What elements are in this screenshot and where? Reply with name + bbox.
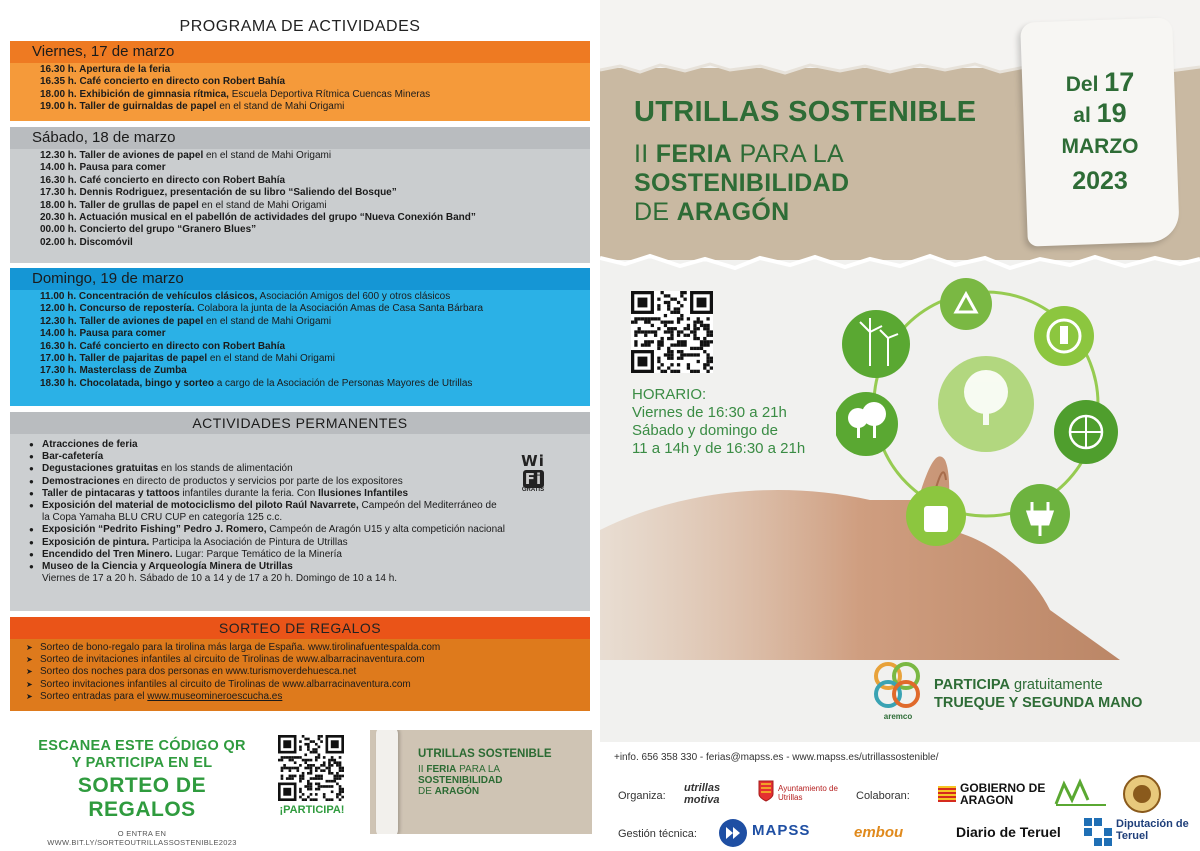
globe-icon: [1054, 400, 1118, 464]
permanent-item: ● Taller de pintacaras y tattoos infantiles durante la feria. Con Ilusiones Infantiles: [42, 488, 580, 500]
plug-icon: [1010, 484, 1070, 544]
raffle-title: SORTEO DE REGALOS: [10, 617, 590, 639]
wifi-label-b: Fi: [524, 470, 543, 488]
event-item: 19.00 h. Taller de guirnaldas de papel en el stand de Mahi Origami: [40, 101, 345, 113]
participa-message: PARTICIPA gratuitamente TRUEQUE Y SEGUNDA MANO: [934, 677, 1143, 711]
contact-info[interactable]: +info. 656 358 330 - ferias@mapss.es - www.mapss.es/utrillassostenible/: [614, 752, 939, 763]
wifi-label: Wi: [521, 452, 545, 470]
raffle-section: [10, 617, 590, 711]
program-title: PROGRAMA DE ACTIVIDADES: [179, 18, 421, 35]
mini-poster-subtitle: II FERIA PARA LA SOSTENIBILIDAD DE ARAGÓN: [418, 764, 503, 797]
event-item: 17.30 h. Dennis Rodriguez, presentación de su libro “Saliendo del Bosque”: [40, 187, 397, 199]
qr-call-to-action: [22, 738, 262, 847]
battery-recycle-icon: [1034, 306, 1094, 366]
mapss-logo: MAPSS: [752, 822, 811, 839]
embou-logo: embou: [854, 824, 904, 841]
mini-poster-title: UTRILLAS SOSTENIBLE: [418, 748, 552, 760]
event-item: 18.00 h. Exhibición de gimnasia rítmica, Escuela Deportiva Rítmica Cuencas Mineras: [40, 88, 431, 100]
event-item: 18.30 h. Chocolatada, bingo y sorteo a cargo de la Asociación de Personas Mayores de Utrillas: [40, 377, 473, 389]
event-item: 16.30 h. Café concierto en directo con Robert Bahía: [40, 340, 286, 352]
mapss-logo-icon: [718, 818, 748, 848]
permanent-title: ACTIVIDADES PERMANENTES: [10, 412, 590, 434]
event-dates: Del 17 al 19 MARZO 2023: [1061, 67, 1139, 195]
cover-panel: [600, 0, 1200, 851]
aremco-label: aremco: [883, 712, 913, 721]
aremco-logo-icon: [870, 658, 924, 712]
permanent-activities: [10, 412, 590, 611]
raffle-item: ➤ Sorteo entradas para el www.museomineroescucha.es: [40, 691, 590, 703]
plastic-bag-icon: [906, 486, 966, 546]
day-block-saturday: [10, 127, 590, 263]
gestion-label: Gestión técnica:: [618, 828, 697, 840]
gobierno-aragon-logo: GOBIERNO DE ARAGON: [960, 781, 1046, 807]
permanent-item: ● Museo de la Ciencia y Arqueología Minera de Utrillas: [42, 561, 580, 573]
turismo-logo-icon: [1052, 778, 1110, 808]
cta-line3: SORTEO DE REGALOS: [77, 774, 207, 821]
day-block-sunday: [10, 268, 590, 406]
event-item: 00.00 h. Concierto del grupo “Granero Blues”: [40, 224, 257, 236]
permanent-item: ● Demostraciones en directo de productos y servicios por parte de los expositores: [42, 476, 580, 488]
permanent-item: ● Bar-cafetería: [42, 451, 580, 463]
permanent-list: [10, 434, 590, 585]
event-list: [10, 149, 590, 263]
cta-url[interactable]: O ENTRA EN WWW.BIT.LY/SORTEOUTRILLASSOSTENIBLE2023: [47, 829, 237, 847]
permanent-item: la Copa Yamaha BLU CRU CUP en categoría 125 c.c.: [42, 512, 283, 524]
permanent-item: ● Atracciones de feria: [42, 439, 580, 451]
raffle-item: ➤ Sorteo de invitaciones infantiles al circuito de Tirolinas de www.albarracinaventura.com: [40, 654, 590, 666]
cta-line1: ESCANEA ESTE CÓDIGO QR: [38, 738, 246, 754]
event-item: 14.00 h. Pausa para comer: [40, 162, 166, 174]
hours-line1: Viernes de 16:30 a 21h: [632, 404, 787, 421]
event-item: 16.30 h. Apertura de la feria: [40, 64, 171, 75]
event-list: [10, 290, 590, 406]
raffle-list: [10, 639, 590, 703]
permanent-item: ● Exposición “Pedrito Fishing” Pedro J. Romero, Campeón de Aragón U15 y alta competición nacional: [42, 524, 580, 536]
organiza-label: Organiza:: [618, 790, 666, 802]
sustainability-circle-graphic: [836, 274, 1136, 564]
utrillas-motiva-logo: utrillas motiva: [684, 782, 721, 806]
raffle-link[interactable]: www.museomineroescucha.es: [147, 690, 283, 702]
qr-code-large[interactable]: [631, 291, 713, 373]
participa-label: ¡PARTICIPA!: [279, 804, 345, 816]
recycle-icon: [940, 278, 992, 330]
day-block-friday: [10, 41, 590, 121]
event-item: 11.00 h. Concentración de vehículos clásicos, Asociación Amigos del 600 y otros clásicos: [40, 291, 451, 302]
raffle-item: ➤ Sorteo invitaciones infantiles al circuito de Tirolinas de www.albarracinaventura.com: [40, 679, 590, 691]
raffle-item: ➤ Sorteo de bono-regalo para la tirolina más larga de España. www.tirolinafuentespalda.com: [40, 642, 590, 654]
colaboran-label: Colaboran:: [856, 790, 910, 802]
raffle-item: ➤ Sorteo dos noches para dos personas en www.turismoverdehuesca.net: [40, 666, 590, 678]
wifi-sub: GRATIS: [521, 487, 545, 493]
hours-label: HORARIO:: [632, 386, 707, 403]
permanent-item: Viernes de 17 a 20 h. Sábado de 10 a 14 y de 17 a 20 h. Domingo de 10 a 14 h.: [42, 573, 398, 585]
day-heading: Sábado, 18 de marzo: [10, 127, 590, 149]
event-item: 17.30 h. Masterclass de Zumba: [40, 365, 187, 377]
event-item: 20.30 h. Actuación musical en el pabellón de actividades del grupo “Nueva Conexión Band”: [40, 212, 476, 224]
wind-turbine-icon: [842, 310, 910, 378]
day-heading: Viernes, 17 de marzo: [10, 41, 590, 63]
aragon-flag-icon: [938, 786, 956, 802]
diputacion-logo-icon: [1084, 818, 1112, 846]
diputacion-teruel-logo: Diputación de Teruel: [1116, 818, 1189, 842]
event-item: 14.00 h. Pausa para comer: [40, 328, 166, 340]
asociacion-seal-icon: [1122, 774, 1162, 814]
event-item: 18.00 h. Taller de grullas de papel en el stand de Mahi Origami: [40, 199, 327, 211]
permanent-item: ● Encendido del Tren Minero. Lugar: Parque Temático de la Minería: [42, 549, 580, 561]
event-item: 16.30 h. Café concierto en directo con Robert Bahía: [40, 174, 286, 186]
fair-subtitle: II FERIA PARA LA SOSTENIBILIDAD DE ARAGÓN: [634, 140, 850, 226]
event-item: 12.30 h. Taller de aviones de papel en el stand de Mahi Origami: [40, 150, 332, 161]
hours-line2: Sábado y domingo de: [632, 422, 778, 439]
fair-title: UTRILLAS SOSTENIBLE: [634, 96, 977, 128]
sponsor-footer: [600, 742, 1200, 851]
ayuntamiento-logo: Ayuntamiento de Utrillas: [778, 784, 838, 802]
event-item: 16.35 h. Café concierto en directo con Robert Bahía: [40, 76, 286, 88]
event-list: [10, 63, 590, 121]
permanent-item: ● Degustaciones gratuitas en los stands de alimentación: [42, 463, 580, 475]
event-item: 02.00 h. Discomóvil: [40, 236, 133, 248]
qr-code-small[interactable]: [278, 735, 344, 801]
utrillas-shield-icon: [758, 780, 774, 802]
hours-line3: 11 a 14h y de 16:30 a 21h: [632, 440, 806, 457]
wifi-badge: [510, 452, 556, 493]
mini-poster: [370, 730, 592, 834]
day-heading: Domingo, 19 de marzo: [10, 268, 590, 290]
event-item: 17.00 h. Taller de pajaritas de papel en el stand de Mahi Origami: [40, 353, 335, 365]
event-item: 12.00 h. Concurso de repostería. Colabora la junta de la Asociación Amas de Casa Santa Bárbara: [40, 303, 484, 315]
event-item: 12.30 h. Taller de aviones de papel en el stand de Mahi Origami: [40, 315, 332, 327]
cta-line2: Y PARTICIPA EN EL: [71, 755, 213, 771]
permanent-item: ● Exposición del material de motociclismo del piloto Raúl Navarrete, Campeón del Mediterráneo de: [42, 500, 580, 512]
paper-scroll-decoration: [376, 730, 398, 834]
permanent-item: ● Exposición de pintura. Participa la Asociación de Pintura de Utrillas: [42, 537, 580, 549]
diario-teruel-logo: Diario de Teruel: [956, 824, 1061, 840]
trees-icon: [836, 392, 898, 456]
